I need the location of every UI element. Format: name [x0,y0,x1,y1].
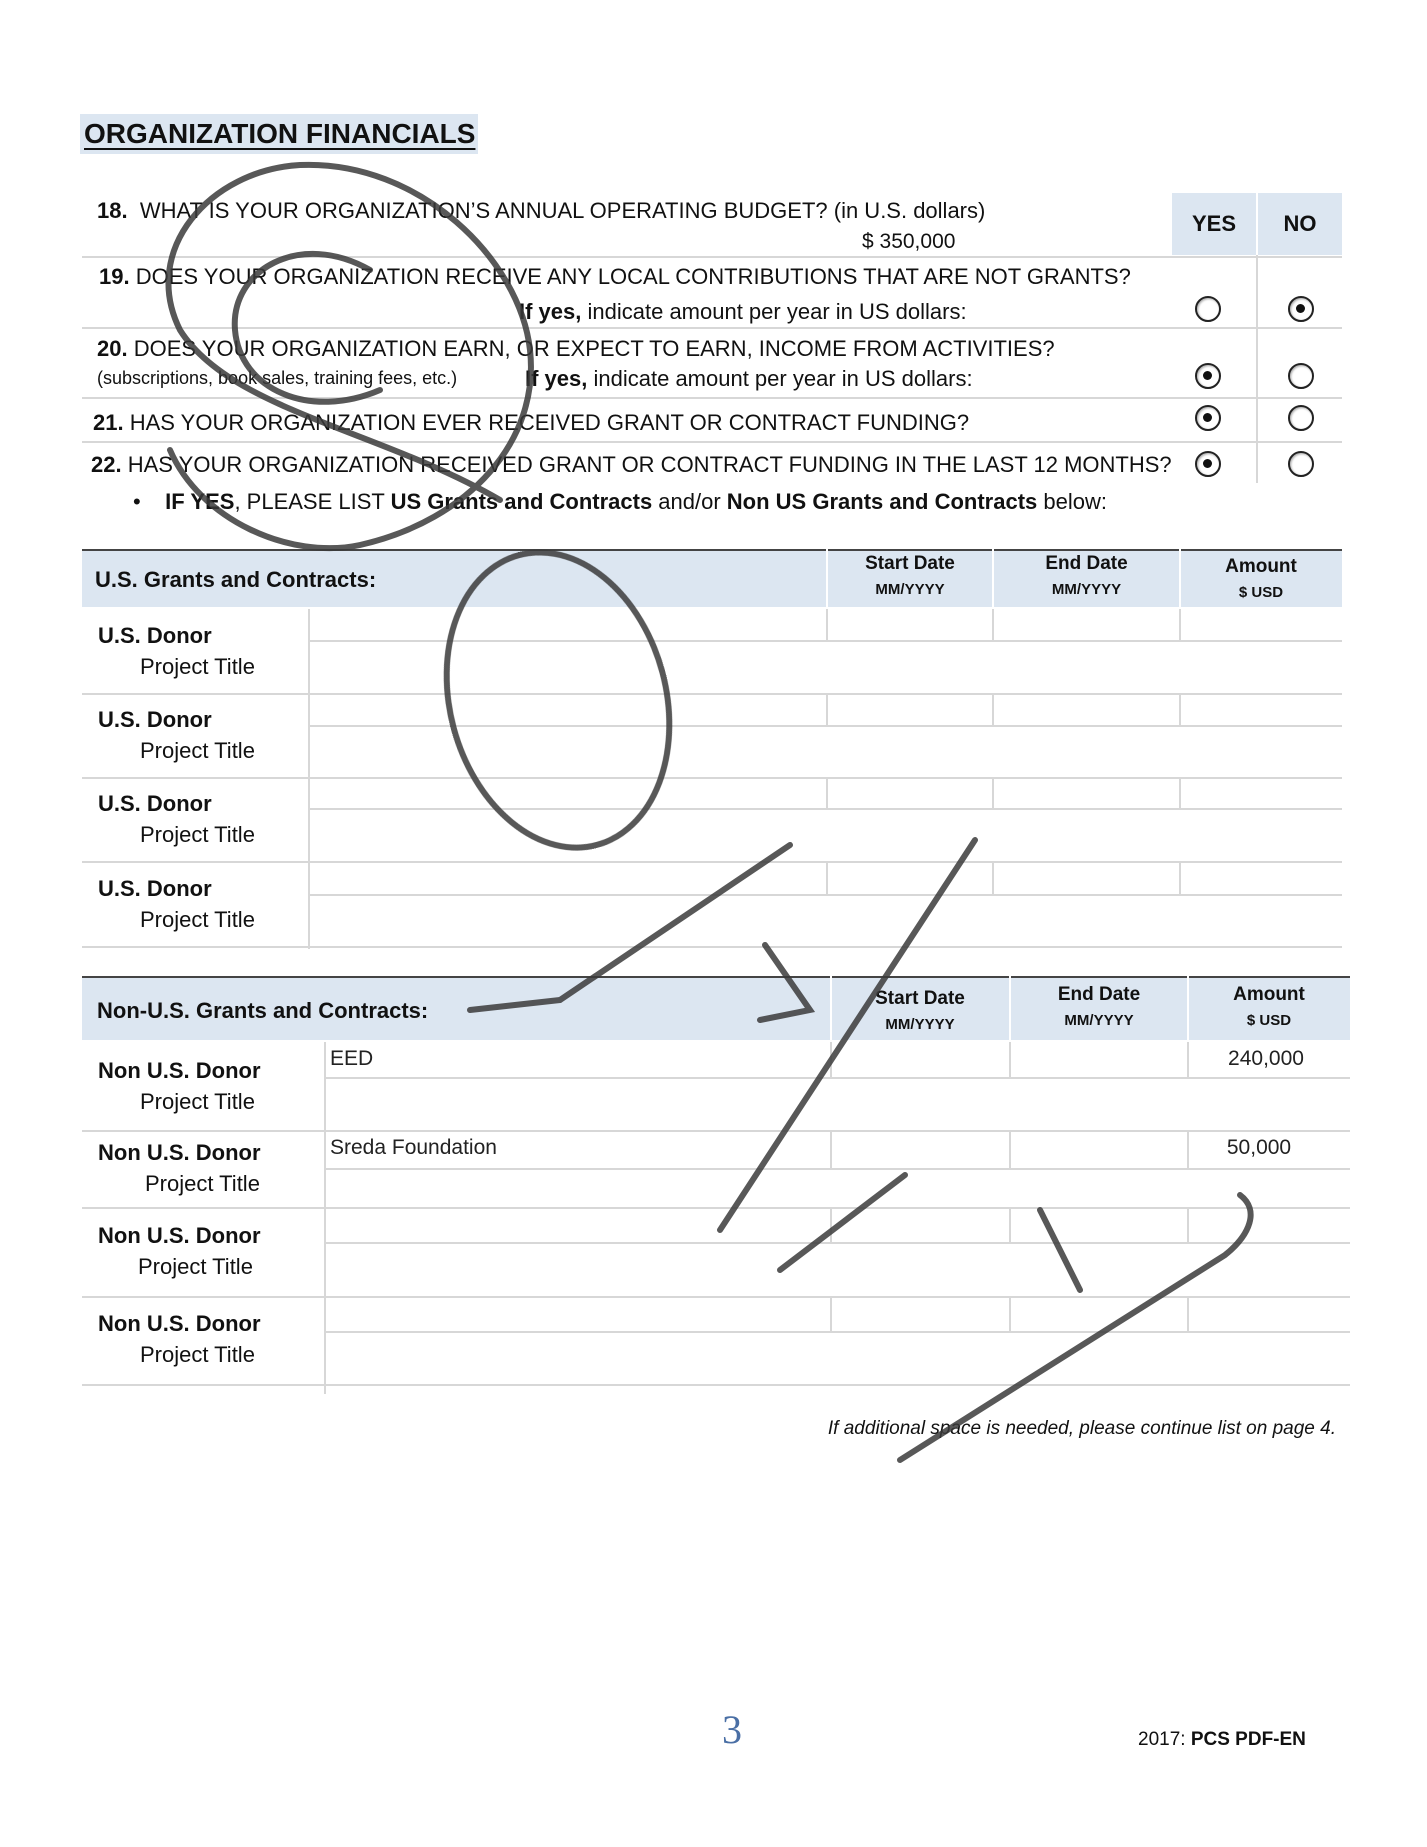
instruction-text: and/or [652,489,727,514]
non-us-row-3-bottom [82,1296,1350,1298]
watermark-y-left [1040,1210,1080,1290]
question-22-number: 22. [91,452,122,477]
yes-column-header: YES [1172,193,1256,255]
non-us-row-1-bottom [82,1130,1350,1132]
non-us-col-divider [830,1132,832,1168]
us-row-1-donor-label: U.S. Donor [98,623,212,648]
section-title: ORGANIZATION FINANCIALS [80,114,478,154]
question-20-if-yes-bold: If yes, [525,366,588,391]
q22-no-radio[interactable] [1288,451,1314,477]
question-19-text: DOES YOUR ORGANIZATION RECEIVE ANY LOCAL CONTRIBUTIONS THAT ARE NOT GRANTS? [135,264,1131,289]
non-us-row-4-mid [326,1331,1350,1333]
non-us-col-divider [1187,1209,1189,1242]
non-us-row-2-donor-label: Non U.S. Donor [98,1140,261,1165]
us-start-date-label: Start Date [865,553,955,574]
us-col-divider [1179,609,1181,640]
non-us-amount-header [1188,982,1350,1034]
q22-yes-radio[interactable] [1195,451,1221,477]
bullet: • [133,489,141,514]
us-row-3-bottom [82,861,1342,863]
watermark-y-arm [780,1175,905,1270]
header-separator [1187,976,1189,1042]
non-us-table-title: Non-U.S. Grants and Contracts: [97,998,429,1023]
if-yes-bold: IF YES [165,489,235,514]
non-us-col-divider [1009,1042,1011,1077]
header-separator [826,549,828,609]
page-number: 3 [722,1707,742,1752]
us-amount-label: Amount [1225,556,1297,577]
us-row-4-mid [310,894,1342,896]
header-separator [1179,549,1181,609]
us-col-divider [1179,863,1181,894]
us-col-divider [992,863,994,894]
non-us-col-divider [1187,1042,1189,1077]
us-row-3-mid [310,808,1342,810]
question-18-number: 18. [97,198,128,223]
question-20-number: 20. [97,336,128,361]
us-row-1-project-label: Project Title [140,654,255,679]
non-us-col-divider [830,1209,832,1242]
non-us-amount-label: Amount [1233,984,1305,1005]
divider [82,441,1342,443]
us-row-1-bottom [82,693,1342,695]
us-row-2-bottom [82,777,1342,779]
non-us-col-divider [830,1042,832,1077]
yes-no-divider [1256,255,1258,483]
grants-instruction [133,489,1107,515]
question-19-if-yes-rest: indicate amount per year in US dollars: [587,299,967,324]
us-start-date-header [827,551,993,603]
divider [82,397,1342,399]
non-us-row-3-project-label: Project Title [138,1254,253,1279]
non-us-row-1-donor-value[interactable]: EED [330,1047,374,1070]
non-us-grants-bold: Non US Grants and Contracts [726,489,1038,514]
q21-yes-radio[interactable] [1195,405,1221,431]
no-column-header: NO [1258,193,1342,255]
header-separator [1009,976,1011,1042]
non-us-end-date-label: End Date [1057,984,1141,1005]
us-row-2-project-label: Project Title [140,738,255,763]
instruction-text: , PLEASE LIST [234,489,391,514]
us-end-date-format: MM/YYYY [1051,581,1122,598]
question-20-if-yes [525,366,973,392]
question-22 [91,452,1172,478]
us-amount-unit: $ USD [1238,584,1284,601]
non-us-end-date-format: MM/YYYY [1064,1012,1134,1029]
q21-no-radio[interactable] [1288,405,1314,431]
non-us-col-divider [1009,1209,1011,1242]
q20-yes-radio[interactable] [1195,363,1221,389]
us-row-2-mid [310,725,1342,727]
non-us-row-1-project-label: Project Title [140,1089,255,1114]
question-20-text: DOES YOUR ORGANIZATION EARN, OR EXPECT TO EARN, INCOME FROM ACTIVITIES? [133,336,1055,361]
us-row-4-donor-label: U.S. Donor [98,876,212,901]
non-us-col-divider [1187,1298,1189,1331]
us-row-3-donor-label: U.S. Donor [98,791,212,816]
non-us-start-date-header [830,986,1010,1038]
non-us-row-3-donor-label: Non U.S. Donor [98,1223,261,1248]
us-col-divider [992,609,994,640]
question-19-if-yes [519,299,967,325]
continuation-note: If additional space is needed, please continue list on page 4. [827,1418,1336,1439]
non-us-col-divider [1187,1132,1189,1168]
question-19 [99,264,1131,290]
non-us-row-2-amount-value[interactable]: 50,000 [1226,1136,1292,1159]
non-us-col-divider [1009,1132,1011,1168]
operating-budget-value[interactable]: $ 350,000 [862,230,956,253]
question-20-if-yes-rest: indicate amount per year in US dollars: [593,366,973,391]
us-col-divider [826,863,828,894]
us-label-divider [308,609,310,949]
non-us-row-2-donor-value[interactable]: Sreda Foundation [330,1136,497,1159]
header-separator [992,549,994,609]
us-row-1-mid [310,640,1342,642]
non-us-row-4-project-label: Project Title [140,1342,255,1367]
non-us-col-divider [830,1298,832,1331]
us-row-4-project-label: Project Title [140,907,255,932]
q19-no-radio[interactable] [1288,296,1314,322]
us-col-divider [1179,779,1181,808]
question-21 [93,410,969,436]
question-21-text: HAS YOUR ORGANIZATION EVER RECEIVED GRANT OR CONTRACT FUNDING? [129,410,970,435]
us-row-3-project-label: Project Title [140,822,255,847]
us-end-date-header [993,551,1180,603]
us-col-divider [826,609,828,640]
us-start-date-format: MM/YYYY [875,581,945,598]
us-col-divider [1179,695,1181,725]
non-us-row-1-donor-label: Non U.S. Donor [98,1058,261,1083]
question-21-number: 21. [93,410,124,435]
us-col-divider [992,695,994,725]
header-separator [830,976,832,1042]
non-us-end-date-header [1010,982,1188,1034]
divider [82,327,1342,329]
us-end-date-label: End Date [1045,553,1128,574]
footer-doc-code: PCS PDF-EN [1190,1729,1306,1750]
question-20 [97,336,1055,362]
non-us-row-3-mid [326,1242,1350,1244]
us-amount-header [1180,554,1342,606]
question-18 [97,198,985,224]
us-col-divider [826,695,828,725]
question-20-sub: (subscriptions, book sales, training fees, etc.) [97,368,458,388]
us-col-divider [826,779,828,808]
non-us-row-1-amount-value[interactable]: 240,000 [1228,1047,1304,1070]
non-us-start-date-format: MM/YYYY [885,1016,955,1033]
non-us-row-1-mid [326,1077,1350,1079]
question-22-text: HAS YOUR ORGANIZATION RECEIVED GRANT OR CONTRACT FUNDING IN THE LAST 12 MONTHS? [127,452,1172,477]
non-us-col-divider [1009,1298,1011,1331]
non-us-label-divider [324,1042,326,1394]
non-us-start-date-label: Start Date [875,988,965,1009]
question-19-if-yes-bold: If yes, [519,299,582,324]
footer-year: 2017: [1138,1729,1186,1750]
footer-code [1138,1729,1306,1751]
us-row-2-donor-label: U.S. Donor [98,707,212,732]
us-col-divider [992,779,994,808]
us-table-title: U.S. Grants and Contracts: [95,567,377,592]
q20-no-radio[interactable] [1288,363,1314,389]
non-us-row-2-bottom [82,1207,1350,1209]
non-us-amount-unit: $ USD [1246,1012,1292,1029]
question-18-text: WHAT IS YOUR ORGANIZATION’S ANNUAL OPERATING BUDGET? (in U.S. dollars) [139,198,986,223]
q19-yes-radio[interactable] [1195,296,1221,322]
non-us-row-2-mid [326,1168,1350,1170]
divider [82,256,1342,258]
non-us-row-4-bottom [82,1384,1350,1386]
non-us-row-4-donor-label: Non U.S. Donor [98,1311,261,1336]
us-row-4-bottom [82,946,1342,948]
us-grants-bold: US Grants and Contracts [390,489,653,514]
non-us-row-2-project-label: Project Title [145,1171,260,1196]
question-19-number: 19. [99,264,130,289]
instruction-text: below: [1037,489,1107,514]
